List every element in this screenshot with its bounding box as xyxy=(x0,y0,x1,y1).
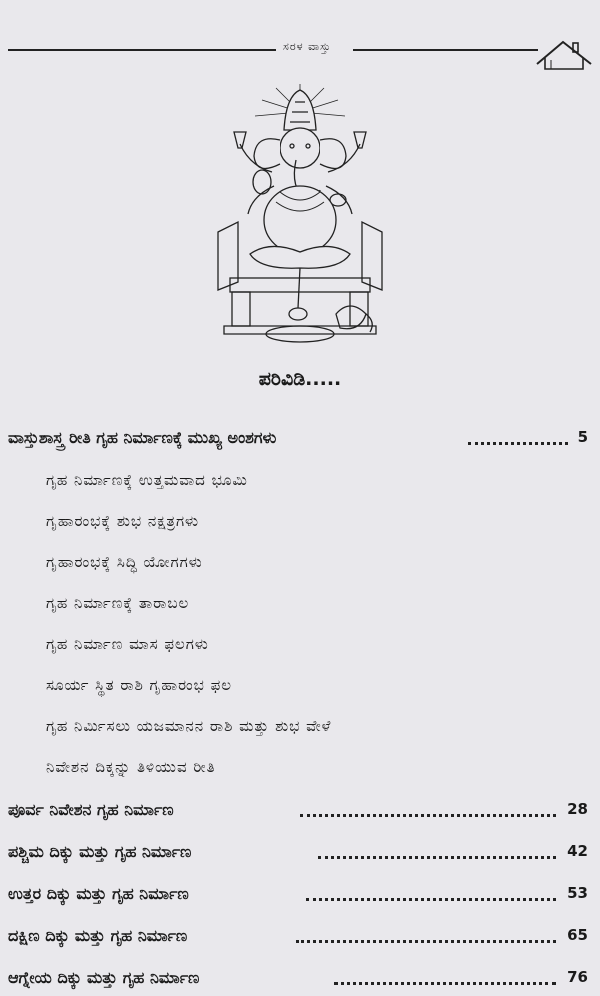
toc-subentry-label: ಸೂರ್ಯ ಸ್ಥಿತ ರಾಶಿ ಗೃಹಾರಂಭ ಫಲ xyxy=(46,676,233,694)
toc-entry[interactable] xyxy=(0,800,600,828)
toc-entry-label: ಪೂರ್ವ ನಿವೇಶನ ಗೃಹ ನಿರ್ಮಾಣ xyxy=(8,800,174,819)
toc-entry-label: ದಕ್ಷಿಣ ದಿಕ್ಕು ಮತ್ತು ಗೃಹ ನಿರ್ಮಾಣ xyxy=(8,926,188,945)
toc-subentry[interactable] xyxy=(0,717,600,745)
toc-subentry[interactable] xyxy=(0,635,600,663)
toc-entry-page: 28 xyxy=(567,800,588,818)
toc-entry-label: ವಾಸ್ತುಶಾಸ್ತ್ರ ರೀತಿ ಗೃಹ ನಿರ್ಮಾಣಕ್ಕೆ ಮುಖ್ಯ ಅಂಶಗಳು xyxy=(8,428,277,447)
toc-entry[interactable] xyxy=(0,926,600,954)
toc-entry-label: ಉತ್ತರ ದಿಕ್ಕು ಮತ್ತು ಗೃಹ ನಿರ್ಮಾಣ xyxy=(8,884,189,903)
ganesha-illustration xyxy=(210,82,390,352)
toc-subentry[interactable] xyxy=(0,471,600,499)
toc-subentry-label: ಗೃಹ ನಿರ್ಮಾಣಕ್ಕೆ ಉತ್ತಮವಾದ ಭೂಮಿ xyxy=(46,471,248,489)
toc-entry-page: 5 xyxy=(577,428,588,446)
toc-subentry-label: ಗೃಹಾರಂಭಕ್ಕೆ ಶುಭ ನಕ್ಷತ್ರಗಳು xyxy=(46,512,199,530)
toc-heading: ಪರಿವಿಡಿ..... xyxy=(258,368,342,390)
toc-entry-page: 53 xyxy=(567,884,588,902)
dot-leader xyxy=(296,940,556,943)
dot-leader xyxy=(318,856,556,859)
toc-subentry[interactable] xyxy=(0,758,600,786)
toc-entry-label: ಪಶ್ಚಿಮ ದಿಕ್ಕು ಮತ್ತು ಗೃಹ ನಿರ್ಮಾಣ xyxy=(8,842,192,861)
dot-leader xyxy=(334,982,556,985)
toc-subentry-label: ಗೃಹ ನಿರ್ಮಾಣಕ್ಕೆ ತಾರಾಬಲ xyxy=(46,594,190,612)
dot-leader xyxy=(468,442,568,445)
toc-entry-page: 65 xyxy=(567,926,588,944)
house-roof-icon xyxy=(535,38,595,72)
toc-entry[interactable] xyxy=(0,842,600,870)
dot-leader xyxy=(300,814,556,817)
toc-entry-page: 42 xyxy=(567,842,588,860)
toc-subentry[interactable] xyxy=(0,676,600,704)
toc-subentry-label: ಗೃಹಾರಂಭಕ್ಕೆ ಸಿದ್ಧಿ ಯೋಗಗಳು xyxy=(46,553,203,571)
toc-subentry[interactable] xyxy=(0,512,600,540)
toc-subentry[interactable] xyxy=(0,594,600,622)
header-rule-left xyxy=(8,49,276,51)
dot-leader xyxy=(306,898,556,901)
toc-subentry-label: ಗೃಹ ನಿರ್ಮಿಸಲು ಯಜಮಾನನ ರಾಶಿ ಮತ್ತು ಶುಭ ವೇಳೆ xyxy=(46,717,332,735)
toc-subentry[interactable] xyxy=(0,553,600,581)
toc-entry[interactable] xyxy=(0,428,600,456)
toc-entry[interactable] xyxy=(0,968,600,996)
toc-entry[interactable] xyxy=(0,884,600,912)
running-header xyxy=(8,38,593,78)
header-rule-right xyxy=(353,49,538,51)
toc-subentry-label: ಗೃಹ ನಿರ್ಮಾಣ ಮಾಸ ಫಲಗಳು xyxy=(46,635,209,653)
running-title: ಸರಳ ವಾಸ್ತು xyxy=(283,40,332,53)
toc-entry-label: ಆಗ್ನೇಯ ದಿಕ್ಕು ಮತ್ತು ಗೃಹ ನಿರ್ಮಾಣ xyxy=(8,968,200,987)
toc-entry-page: 76 xyxy=(567,968,588,986)
toc-subentry-label: ನಿವೇಶನ ದಿಕ್ಕನ್ನು ತಿಳಿಯುವ ರೀತಿ xyxy=(46,758,216,776)
